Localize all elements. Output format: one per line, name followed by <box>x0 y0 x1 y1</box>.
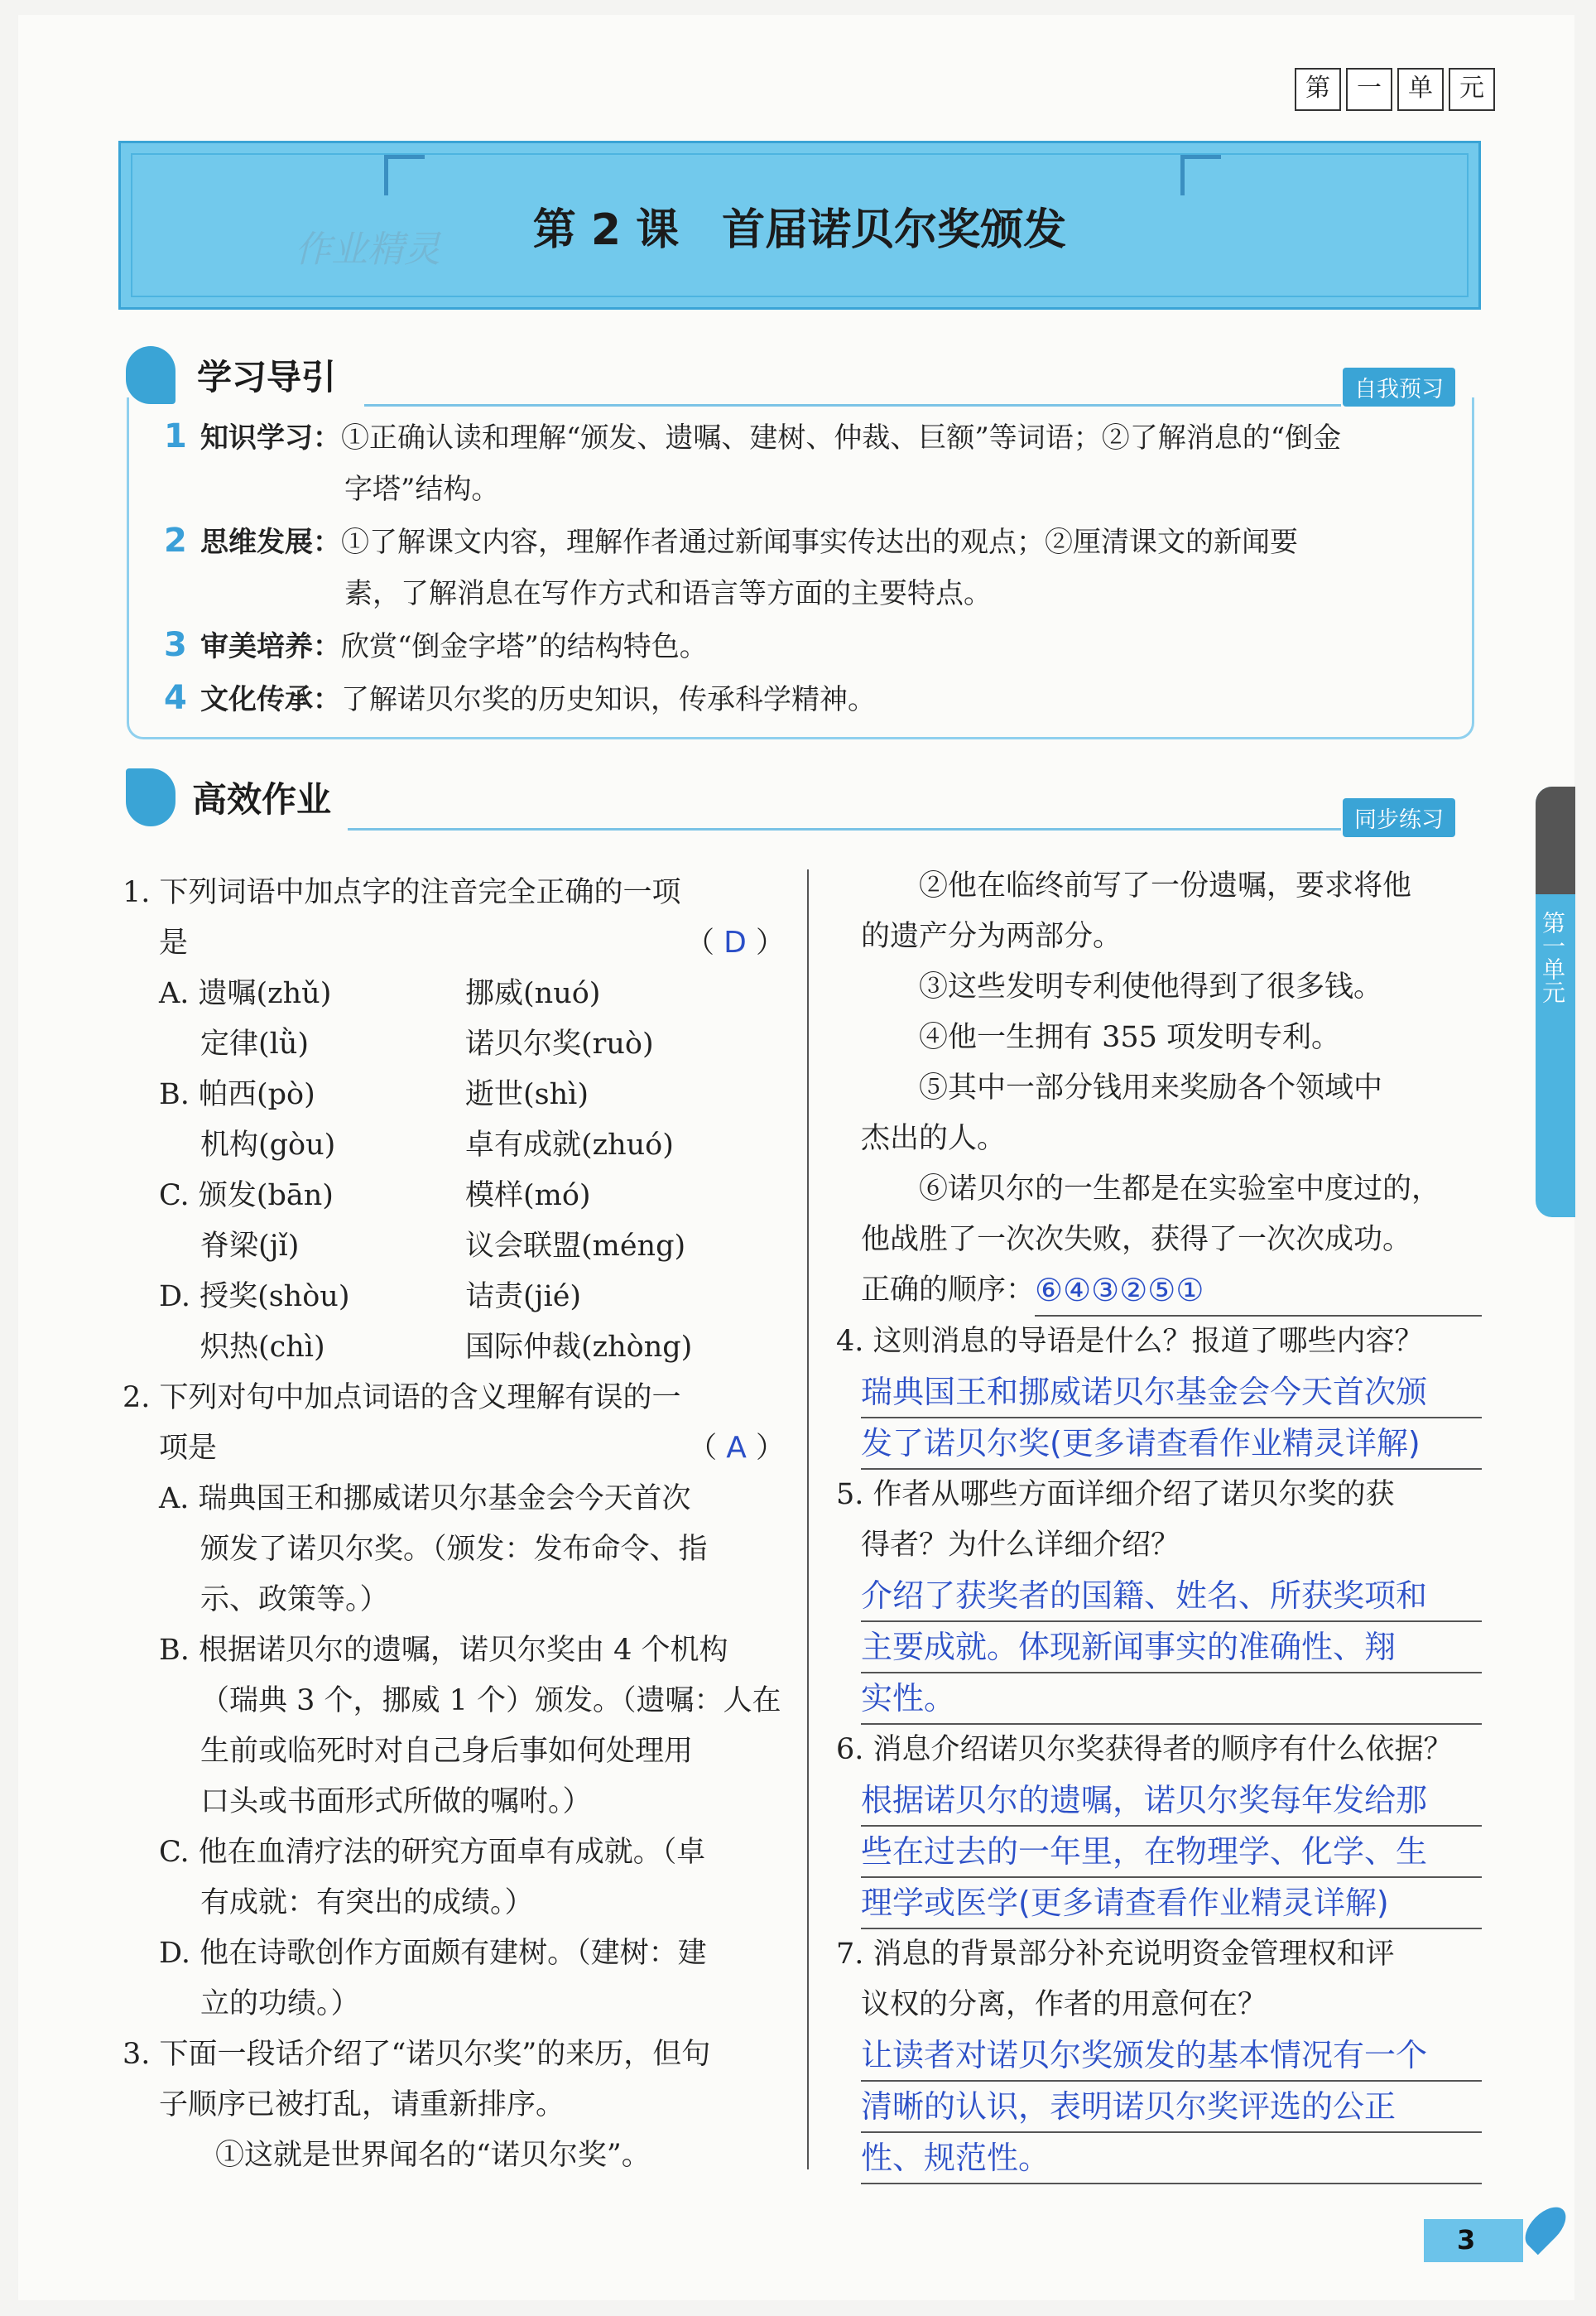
sentence-5-cont: 杰出的人。 <box>861 1122 1007 1155</box>
sentence-4: ④他一生拥有 355 项发明专利。 <box>919 1021 1341 1054</box>
guide-item-text: ①了解课文内容，理解作者通过新闻事实传达出的观点；②厘清课文的新闻要 <box>341 526 1298 559</box>
option-line: 立的功绩。） <box>200 1987 360 2020</box>
answer-line: 清晰的认识，表明诺贝尔奖评选的公正 <box>861 2082 1482 2133</box>
study-guide-header <box>126 346 336 404</box>
guide-item <box>164 619 1455 672</box>
guide-item-number: 2 <box>164 522 187 560</box>
order-answer: ⑥④③②⑤① <box>1035 1265 1482 1317</box>
answer-line: 些在过去的一年里，在物理学、化学、生 <box>861 1827 1482 1878</box>
option-line: A. 瑞典国王和挪威诺贝尔基金会今天首次 <box>159 1482 691 1515</box>
guide-item-key: 思维发展： <box>200 526 341 559</box>
side-tab-dark-cap <box>1536 787 1575 894</box>
order-answer-row <box>836 1265 1482 1317</box>
order-label: 正确的顺序： <box>861 1274 1036 1307</box>
answer-line: 瑞典国王和挪威诺贝尔基金会今天首次颁 <box>861 1367 1482 1418</box>
sentence-2-cont: 的遗产分为两部分。 <box>861 920 1122 953</box>
leaf-icon <box>126 346 175 404</box>
option-row <box>123 969 785 1019</box>
guide-item-number: 4 <box>164 679 187 717</box>
left-column <box>123 868 785 2181</box>
option-line: 有成就：有突出的成绩。） <box>200 1886 534 1919</box>
guide-item-key: 审美培养： <box>200 630 341 663</box>
guide-item-number: 3 <box>164 626 187 664</box>
option-cell: 逝世(shì) <box>465 1078 589 1111</box>
answer-line: 实性。 <box>861 1673 1482 1725</box>
unit-side-tab <box>1536 787 1575 1217</box>
option-cell: B. 帕西(pò) <box>159 1078 315 1111</box>
banner-decoration-icon <box>384 155 425 195</box>
guide-item <box>164 515 1455 568</box>
guide-item-key: 知识学习： <box>200 421 341 455</box>
guide-item <box>164 411 1455 464</box>
option-line: 颁发了诺贝尔奖。（颁发：发布命令、指 <box>200 1533 708 1566</box>
question-3-stem: 3. 下面一段话介绍了“诺贝尔奖”的来历，但句 <box>123 2038 711 2071</box>
guide-item-number: 1 <box>164 417 187 455</box>
question-3-stem-cont: 子顺序已被打乱，请重新排序。 <box>159 2088 565 2121</box>
question-7-stem: 7. 消息的背景部分补充说明资金管理权和评 <box>836 1938 1395 1971</box>
question-6-answer <box>836 1775 1482 1929</box>
option-line: （瑞典 3 个，挪威 1 个）颁发。（遗嘱：人在 <box>200 1684 781 1717</box>
answer-bracket: （ D ） <box>685 926 785 960</box>
option-cell: 炽热(chì) <box>200 1331 325 1364</box>
sentence-5: ⑤其中一部分钱用来奖励各个领域中 <box>919 1071 1383 1105</box>
page-number: 3 <box>1457 2224 1476 2256</box>
self-preview-badge: 自我预习 <box>1343 368 1455 407</box>
question-2-answer: A <box>726 1431 747 1465</box>
answer-line: 根据诺贝尔的遗嘱，诺贝尔奖每年发给那 <box>861 1775 1482 1827</box>
answer-line: 发了诺贝尔奖(更多请查看作业精灵详解) <box>861 1418 1482 1470</box>
option-row <box>123 1272 785 1322</box>
sentence-6: ⑥诺贝尔的一生都是在实验室中度过的， <box>919 1172 1441 1206</box>
answer-line: 主要成就。体现新闻事实的准确性、翔 <box>861 1622 1482 1673</box>
option-row <box>123 1322 785 1373</box>
option-cell: 诺贝尔奖(ruò) <box>465 1028 654 1061</box>
guide-item-key: 文化传承： <box>200 683 341 716</box>
option-cell: 定律(lǜ) <box>200 1028 310 1061</box>
option-cell: 脊梁(jǐ) <box>200 1230 300 1263</box>
study-guide-title: 学习导引 <box>197 357 337 397</box>
question-5-stem: 5. 作者从哪些方面详细介绍了诺贝尔奖的获 <box>836 1478 1395 1511</box>
page-number-box <box>1424 2219 1523 2262</box>
sentence-3: ③这些发明专利使他得到了很多钱。 <box>919 970 1383 1004</box>
option-cell: D. 授奖(shòu) <box>159 1280 350 1313</box>
sentence-2: ②他在临终前写了一份遗嘱，要求将他 <box>919 869 1412 903</box>
lesson-title: 第 2 课 首届诺贝尔奖颁发 <box>532 205 1067 255</box>
option-row <box>123 1221 785 1272</box>
option-line: B. 根据诺贝尔的遗嘱，诺贝尔奖由 4 个机构 <box>159 1634 728 1667</box>
option-cell: 模样(mó) <box>465 1179 591 1212</box>
question-1-answer: D <box>723 926 747 960</box>
question-4-stem: 4. 这则消息的导语是什么？报道了哪些内容？ <box>836 1325 1424 1358</box>
option-line: D. 他在诗歌创作方面颇有建树。（建树：建 <box>159 1937 707 1970</box>
unit-tag <box>1290 68 1495 111</box>
right-column <box>836 861 1482 2184</box>
lesson-title-banner <box>118 141 1481 310</box>
watermark-logo: 作业精灵 <box>295 229 440 271</box>
answer-line: 介绍了获奖者的国籍、姓名、所获奖项和 <box>861 1571 1482 1622</box>
guide-item <box>164 672 1455 725</box>
question-2-stem-end <box>123 1423 785 1474</box>
question-5-answer <box>836 1571 1482 1725</box>
guide-item-continued: 字塔”结构。 <box>344 473 500 506</box>
option-cell: C. 颁发(bān) <box>159 1179 334 1212</box>
question-2-options <box>123 1474 785 2030</box>
option-row <box>123 1171 785 1221</box>
answer-bracket: （ A ） <box>688 1431 785 1465</box>
option-cell: 议会联盟(méng) <box>465 1230 686 1263</box>
question-6-stem: 6. 消息介绍诺贝尔奖获得者的顺序有什么依据？ <box>836 1733 1453 1766</box>
option-row <box>123 1070 785 1120</box>
answer-line: 让读者对诺贝尔奖颁发的基本情况有一个 <box>861 2030 1482 2082</box>
unit-tag-char: 一 <box>1346 68 1392 111</box>
guide-item-continued: 素，了解消息在写作方式和语言等方面的主要特点。 <box>344 577 992 610</box>
guide-item-text: ①正确认读和理解“颁发、遗嘱、建树、仲裁、巨额”等词语；②了解消息的“倒金 <box>341 421 1342 455</box>
option-cell: 挪威(nuó) <box>465 977 601 1010</box>
question-1-stem-end <box>123 918 785 969</box>
question-1-options <box>123 969 785 1373</box>
sentence-6-cont: 他战胜了一次次失败，获得了一次次成功。 <box>861 1223 1412 1256</box>
banner-decoration-icon <box>1180 155 1221 195</box>
option-cell: 国际仲裁(zhòng) <box>465 1331 693 1364</box>
question-1-stem: 1. 下列词语中加点字的注音完全正确的一项 <box>123 876 681 909</box>
option-cell: 机构(gòu) <box>200 1129 336 1162</box>
option-row <box>123 1019 785 1070</box>
unit-tag-char: 第 <box>1295 68 1341 111</box>
question-2-stem-tail: 项是 <box>159 1432 218 1465</box>
column-divider <box>807 869 809 2169</box>
feather-pen-icon <box>126 768 175 826</box>
option-line: C. 他在血清疗法的研究方面卓有成就。（卓 <box>159 1836 706 1869</box>
option-cell: A. 遗嘱(zhǔ) <box>159 977 332 1010</box>
side-tab-label: 第一单元 <box>1539 911 1566 1004</box>
sentence-1: ①这就是世界闻名的“诺贝尔奖”。 <box>215 2139 651 2172</box>
sync-practice-badge: 同步练习 <box>1343 798 1455 837</box>
question-7-answer <box>836 2030 1482 2184</box>
option-row <box>123 1120 785 1171</box>
guide-item-text: 了解诺贝尔奖的历史知识，传承科学精神。 <box>341 683 876 716</box>
homework-title: 高效作业 <box>192 779 332 820</box>
option-line: 示、政策等。） <box>200 1583 389 1616</box>
question-4-answer <box>836 1367 1482 1470</box>
option-line: 口头或书面形式所做的嘱咐。） <box>200 1785 592 1818</box>
section-divider <box>348 828 1341 831</box>
option-cell: 诘责(jié) <box>465 1280 582 1313</box>
study-guide-list <box>164 411 1455 725</box>
unit-tag-char: 元 <box>1449 68 1495 111</box>
guide-item-text: 欣赏“倒金字塔”的结构特色。 <box>341 630 708 663</box>
option-line: 生前或临死时对自己身后事如何处理用 <box>200 1735 694 1768</box>
homework-header <box>126 768 331 826</box>
unit-tag-char: 单 <box>1397 68 1444 111</box>
answer-line: 性、规范性。 <box>861 2133 1482 2184</box>
answer-line: 理学或医学(更多请查看作业精灵详解) <box>861 1878 1482 1929</box>
question-1-stem-tail: 是 <box>159 927 189 960</box>
question-2-stem: 2. 下列对句中加点词语的含义理解有误的一 <box>123 1381 681 1414</box>
question-7-stem-cont: 议权的分离，作者的用意何在？ <box>861 1988 1267 2021</box>
question-5-stem-cont: 得者？为什么详细介绍？ <box>861 1529 1180 1562</box>
option-cell: 卓有成就(zhuó) <box>465 1129 674 1162</box>
